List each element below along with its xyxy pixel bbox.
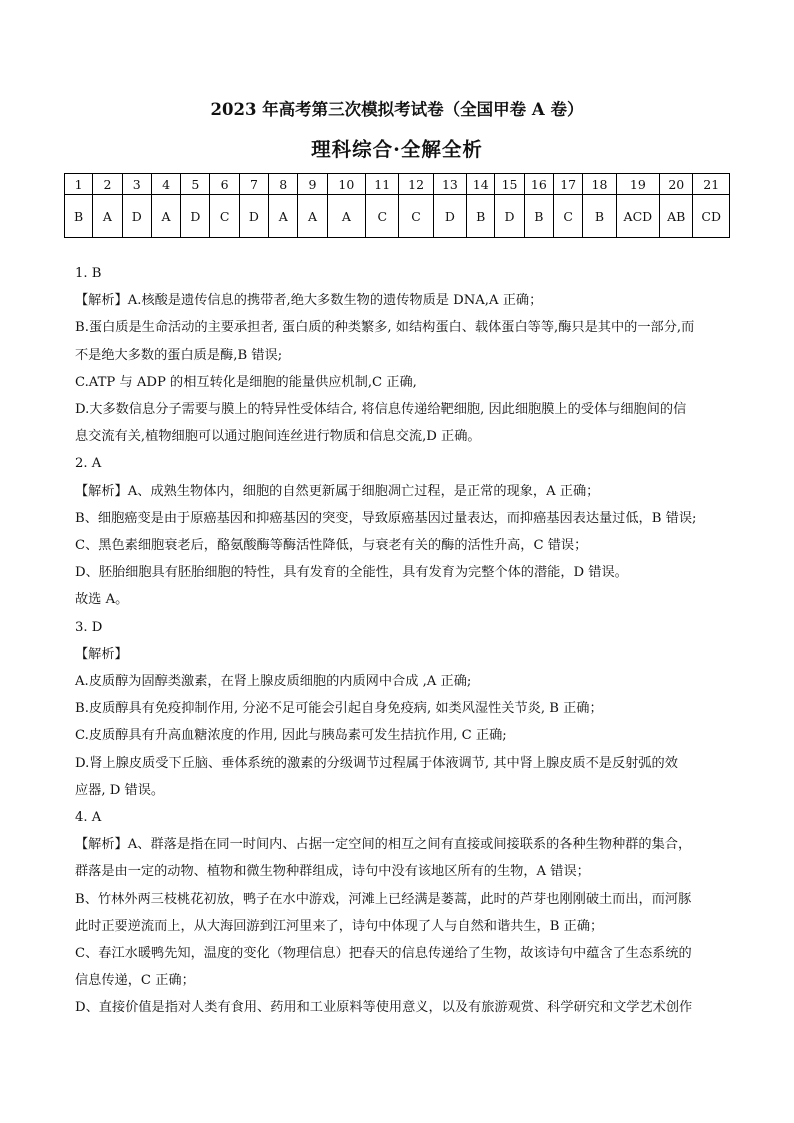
question-number-row bbox=[65, 174, 730, 195]
content-line: C.ATP 与 ADP 的相互转化是细胞的能量供应机制,C 正确, bbox=[75, 374, 417, 390]
question-number-cell: 3 bbox=[122, 174, 151, 195]
question-number-cell: 15 bbox=[495, 174, 524, 195]
content-line: 【解析】A、群落是指在同一时间内、占据一定空间的相互之间有直接或间接联系的各种生物种群的集合， bbox=[75, 837, 692, 853]
question-number-cell: 19 bbox=[616, 174, 659, 195]
content-line: B.蛋白质是生命活动的主要承担者, 蛋白质的种类繁多, 如结构蛋白、载体蛋白等等,酶只是其中的一部分,而 bbox=[75, 320, 695, 336]
analysis-content bbox=[75, 260, 723, 1022]
answer-cell: C bbox=[366, 195, 399, 238]
answer-cell: AB bbox=[660, 195, 693, 238]
content-line: 【解析】A、成熟生物体内，细胞的自然更新属于细胞凋亡过程，是正常的现象，A 正确； bbox=[75, 483, 600, 499]
answer-cell: A bbox=[327, 195, 365, 238]
question-number-cell: 1 bbox=[65, 174, 93, 195]
content-line: 应器, D 错误。 bbox=[75, 782, 165, 798]
answer-cell: B bbox=[524, 195, 553, 238]
exam-subtitle: 理科综合·全解全析 bbox=[311, 138, 483, 161]
question-number-cell: 7 bbox=[239, 174, 268, 195]
answer-cell: D bbox=[239, 195, 268, 238]
answer-cell: C bbox=[399, 195, 433, 238]
content-line: 此时正要逆流而上，从大海回游到江河里来了，诗句中体现了人与自然和谐共生，B 正确； bbox=[75, 918, 604, 934]
question-number-cell: 13 bbox=[433, 174, 466, 195]
content-line: D、胚胎细胞具有胚胎细胞的特性，具有发育的全能性，具有发育为完整个体的潜能，D 错误。 bbox=[75, 565, 628, 581]
content-line: B、细胞癌变是由于原癌基因和抑癌基因的突变，导致原癌基因过量表达，而抑癌基因表达量过低，B 错误; bbox=[75, 510, 697, 526]
answer-cell: A bbox=[151, 195, 180, 238]
answer-cell: B bbox=[467, 195, 495, 238]
content-line: C、黑色素细胞衰老后，酪氨酸酶等酶活性降低，与衰老有关的酶的活性升高，C 错误； bbox=[75, 538, 588, 554]
content-line: 息交流有关,植物细胞可以通过胞间连丝进行物质和信息交流,D 正确。 bbox=[75, 429, 481, 445]
content-line: 故选 A。 bbox=[75, 592, 129, 608]
content-line: D、直接价值是指对人类有食用、药用和工业原料等使用意义，以及有旅游观赏、科学研究和文学艺术创作 bbox=[75, 1000, 693, 1016]
question-number-cell: 12 bbox=[399, 174, 433, 195]
question-number-cell: 5 bbox=[181, 174, 210, 195]
exam-title: 2023 年高考第三次模拟考试卷（全国甲卷 A 卷） bbox=[210, 100, 584, 119]
answer-cell: B bbox=[583, 195, 616, 238]
answer-cell: C bbox=[554, 195, 583, 238]
answer-cell: D bbox=[181, 195, 210, 238]
content-line: A.皮质醇为固醇类激素，在肾上腺皮质细胞的内质网中合成 ,A 正确; bbox=[75, 674, 472, 690]
answer-row bbox=[65, 195, 730, 238]
content-line: 3. D bbox=[75, 619, 103, 635]
content-line: 群落是由一定的动物、植物和微生物种群组成，诗句中没有该地区所有的生物，A 错误； bbox=[75, 864, 590, 880]
question-number-cell: 21 bbox=[693, 174, 730, 195]
content-line: D.大多数信息分子需要与膜上的特异性受体结合, 将信息传递给靶细胞, 因此细胞膜上的受体与细胞间的信 bbox=[75, 402, 687, 418]
question-number-cell: 20 bbox=[660, 174, 693, 195]
content-line: 信息传递，C 正确； bbox=[75, 973, 195, 989]
answer-cell: A bbox=[298, 195, 327, 238]
answer-cell: ACD bbox=[616, 195, 659, 238]
question-number-cell: 2 bbox=[93, 174, 122, 195]
answer-cell: D bbox=[433, 195, 466, 238]
answer-cell: D bbox=[122, 195, 151, 238]
question-number-cell: 11 bbox=[366, 174, 399, 195]
answer-cell: B bbox=[65, 195, 93, 238]
answer-cell: A bbox=[93, 195, 122, 238]
content-line: D.肾上腺皮质受下丘脑、垂体系统的激素的分级调节过程属于体液调节, 其中肾上腺皮质不是反射弧的效 bbox=[75, 755, 678, 771]
answer-cell: CD bbox=[693, 195, 730, 238]
content-line: 2. A bbox=[75, 456, 102, 472]
question-number-cell: 9 bbox=[298, 174, 327, 195]
content-line: C.皮质醇具有升高血糖浓度的作用, 因此与胰岛素可发生拮抗作用, C 正确; bbox=[75, 728, 507, 744]
content-line: B、竹林外两三枝桃花初放，鸭子在水中游戏，河滩上已经满是蒌蒿，此时的芦芽也刚刚破土而出，而河豚 bbox=[75, 891, 692, 907]
question-number-cell: 18 bbox=[583, 174, 616, 195]
content-line: 【解析】 bbox=[75, 646, 128, 662]
question-number-cell: 17 bbox=[554, 174, 583, 195]
answer-cell: C bbox=[210, 195, 239, 238]
content-line: 【解析】A.核酸是遗传信息的携带者,绝大多数生物的遗传物质是 DNA,A 正确； bbox=[75, 293, 543, 309]
answer-cell: A bbox=[269, 195, 298, 238]
question-number-cell: 10 bbox=[327, 174, 365, 195]
answer-key-table bbox=[64, 173, 730, 238]
question-number-cell: 6 bbox=[210, 174, 239, 195]
question-number-cell: 16 bbox=[524, 174, 553, 195]
content-line: B.皮质醇具有免疫抑制作用, 分泌不足可能会引起自身免疫病, 如类风湿性关节炎, B 正确； bbox=[75, 701, 603, 717]
content-line: 不是绝大多数的蛋白质是酶,B 错误; bbox=[75, 347, 283, 363]
content-line: C、春江水暖鸭先知，温度的变化（物理信息）把春天的信息传递给了生物，故该诗句中蕴含了生态系统的 bbox=[75, 946, 692, 962]
question-number-cell: 4 bbox=[151, 174, 180, 195]
content-line: 4. A bbox=[75, 810, 102, 826]
answer-cell: D bbox=[495, 195, 524, 238]
question-number-cell: 8 bbox=[269, 174, 298, 195]
question-number-cell: 14 bbox=[467, 174, 495, 195]
content-line: 1. B bbox=[75, 266, 102, 281]
